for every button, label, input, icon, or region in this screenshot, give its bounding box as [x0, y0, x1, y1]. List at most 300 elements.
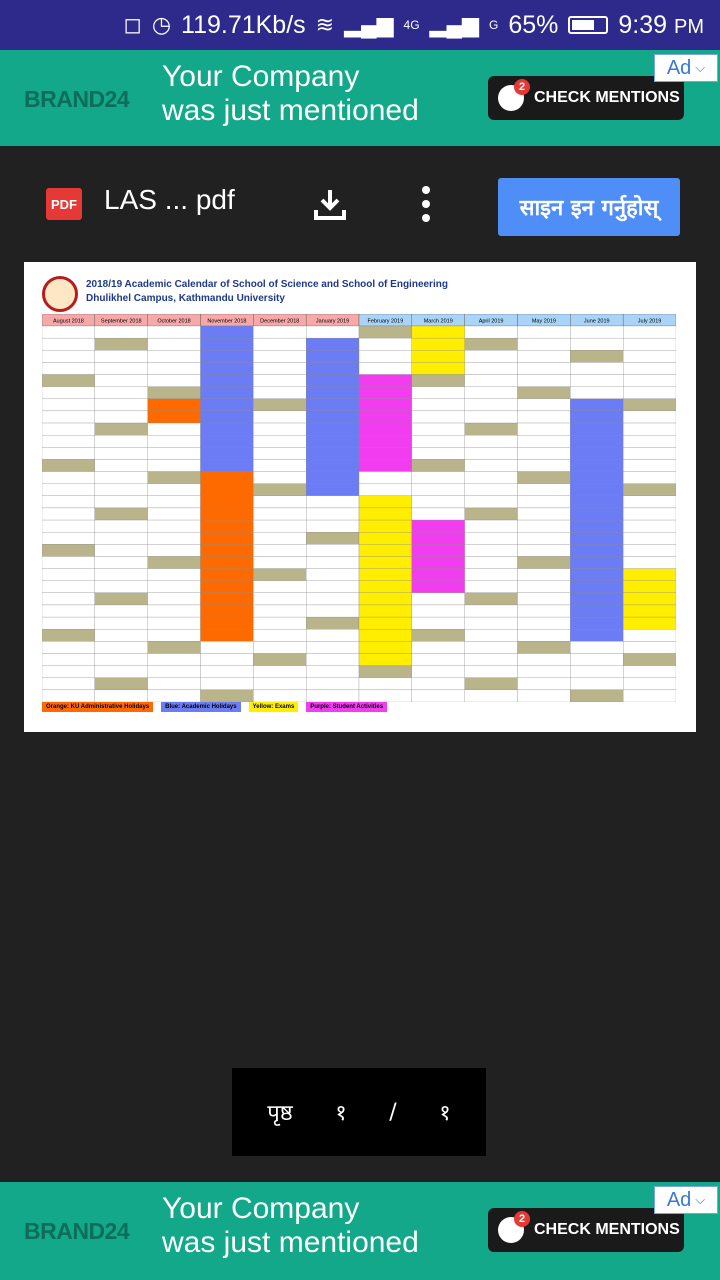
calendar-cell [570, 472, 623, 484]
calendar-cell [201, 411, 254, 423]
calendar-cell [412, 484, 465, 496]
calendar-cell [623, 423, 676, 435]
calendar-cell [95, 472, 148, 484]
calendar-cell [412, 581, 465, 593]
calendar-cell [148, 411, 201, 423]
calendar-cell [465, 556, 518, 568]
network-type-1: 4G [403, 18, 420, 32]
calendar-cell [253, 581, 306, 593]
calendar-cell [518, 375, 571, 387]
calendar-cell [518, 690, 571, 702]
calendar-cell [465, 690, 518, 702]
calendar-cell [201, 496, 254, 508]
calendar-cell [465, 508, 518, 520]
calendar-cell [359, 411, 412, 423]
brand24-logo-icon [498, 1217, 524, 1243]
ad-choices-badge[interactable]: Ad ⌵ [654, 54, 718, 82]
calendar-cell [95, 362, 148, 374]
calendar-cell [412, 496, 465, 508]
calendar-cell [623, 411, 676, 423]
notification-icon: ◻ [123, 12, 142, 37]
calendar-cell [306, 447, 359, 459]
calendar-cell [42, 520, 95, 532]
calendar-cell [95, 350, 148, 362]
calendar-cell [518, 326, 571, 338]
calendar-cell [359, 556, 412, 568]
calendar-cell [623, 581, 676, 593]
calendar-cell [148, 375, 201, 387]
calendar-cell [518, 666, 571, 678]
download-icon[interactable] [312, 186, 348, 222]
calendar-cell [253, 666, 306, 678]
calendar-cell [253, 411, 306, 423]
month-label: January 2019 [315, 318, 350, 325]
legend-item: Purple: Student Activities [306, 702, 387, 712]
pdf-page[interactable] [24, 262, 696, 732]
calendar-cell [412, 338, 465, 350]
ad-banner-top[interactable] [0, 50, 720, 146]
calendar-cell [253, 520, 306, 532]
calendar-cell [570, 678, 623, 690]
ad-choices-badge[interactable]: Ad ⌵ [654, 1186, 718, 1214]
calendar-cell [412, 544, 465, 556]
sign-in-button[interactable]: साइन इन गर्नुहोस् [498, 178, 680, 236]
calendar-cell [412, 435, 465, 447]
calendar-cell [148, 666, 201, 678]
calendar-cell [359, 496, 412, 508]
calendar-cell [95, 447, 148, 459]
calendar-cell [570, 459, 623, 471]
calendar-cell [253, 605, 306, 617]
calendar-cell [465, 678, 518, 690]
calendar-cell [465, 350, 518, 362]
calendar-cell [253, 447, 306, 459]
calendar-cell [253, 435, 306, 447]
calendar-cell [623, 338, 676, 350]
calendar-cell [465, 447, 518, 459]
calendar-cell [518, 472, 571, 484]
page-separator: / [389, 1099, 397, 1125]
calendar-cell [148, 617, 201, 629]
calendar-cell [42, 411, 95, 423]
calendar-cell [306, 484, 359, 496]
calendar-cell [412, 569, 465, 581]
calendar-cell [518, 544, 571, 556]
calendar-cell [570, 532, 623, 544]
calendar-cell [42, 375, 95, 387]
calendar-cell [201, 447, 254, 459]
ad-message: Your Company was just mentioned [162, 60, 419, 127]
calendar-cell [253, 338, 306, 350]
calendar-cell [359, 375, 412, 387]
pdf-file-icon: PDF [46, 188, 82, 220]
calendar-cell [412, 411, 465, 423]
calendar-cell [95, 375, 148, 387]
calendar-cell [623, 484, 676, 496]
calendar-grid [42, 314, 676, 702]
calendar-cell [465, 326, 518, 338]
calendar-cell [95, 338, 148, 350]
calendar-cell [623, 544, 676, 556]
calendar-cell [359, 387, 412, 399]
month-label: October 2018 [157, 318, 191, 325]
month-label: August 2018 [52, 318, 84, 325]
calendar-cell [95, 387, 148, 399]
check-mentions-button[interactable]: 2 CHECK MENTIONS [488, 76, 684, 120]
calendar-cell [148, 508, 201, 520]
more-options-icon[interactable] [420, 186, 432, 222]
calendar-cell [95, 617, 148, 629]
calendar-cell [148, 605, 201, 617]
calendar-cell [42, 605, 95, 617]
calendar-cell [465, 387, 518, 399]
legend [42, 702, 387, 712]
calendar-cell [465, 593, 518, 605]
calendar-cell [359, 544, 412, 556]
calendar-cell [253, 423, 306, 435]
calendar-cell [623, 678, 676, 690]
calendar-cell [623, 326, 676, 338]
calendar-cell [201, 375, 254, 387]
legend-item: Blue: Academic Holidays [161, 702, 240, 712]
calendar-cell [148, 447, 201, 459]
calendar-cell [306, 411, 359, 423]
calendar-cell [570, 581, 623, 593]
page-label: पृष्ठ [267, 1101, 293, 1126]
calendar-cell [570, 387, 623, 399]
calendar-cell [623, 520, 676, 532]
calendar-cell [42, 326, 95, 338]
calendar-cell [42, 350, 95, 362]
calendar-cell [42, 338, 95, 350]
calendar-cell [518, 411, 571, 423]
calendar-cell [306, 690, 359, 702]
calendar-cell [623, 605, 676, 617]
calendar-cell [570, 629, 623, 641]
calendar-cell [95, 593, 148, 605]
calendar-cell [465, 411, 518, 423]
calendar-cell [148, 581, 201, 593]
calendar-cell [570, 666, 623, 678]
calendar-cell [306, 617, 359, 629]
ad-brand: BRAND24 [24, 86, 130, 112]
calendar-cell [623, 350, 676, 362]
calendar-cell [148, 435, 201, 447]
calendar-cell [201, 399, 254, 411]
calendar-cell [465, 375, 518, 387]
calendar-cell [201, 569, 254, 581]
calendar-cell [201, 593, 254, 605]
calendar-cell [359, 678, 412, 690]
calendar-cell [623, 375, 676, 387]
calendar-cell [95, 423, 148, 435]
calendar-cell [306, 459, 359, 471]
calendar-cell [306, 532, 359, 544]
calendar-cell [306, 653, 359, 665]
calendar-cell [148, 362, 201, 374]
calendar-cell [253, 678, 306, 690]
calendar-cell [518, 435, 571, 447]
calendar-cell [42, 593, 95, 605]
calendar-cell [306, 593, 359, 605]
calendar-cell [148, 556, 201, 568]
calendar-cell [518, 520, 571, 532]
calendar-cell [359, 350, 412, 362]
calendar-cell [201, 362, 254, 374]
calendar-cell [518, 569, 571, 581]
wifi-icon: ≋ [315, 12, 335, 37]
calendar-cell [306, 350, 359, 362]
calendar-cell [201, 472, 254, 484]
calendar-cell [201, 653, 254, 665]
calendar-cell [42, 387, 95, 399]
calendar-cell [465, 399, 518, 411]
calendar-cell [306, 423, 359, 435]
calendar-cell [570, 569, 623, 581]
calendar-cell [253, 326, 306, 338]
calendar-cell [95, 326, 148, 338]
legend-item: Orange: KU Administrative Holidays [42, 702, 153, 712]
clock: 9:39 PM [618, 10, 704, 39]
calendar-cell [570, 605, 623, 617]
file-name: LAS ... pdf [104, 184, 235, 215]
calendar-cell [95, 532, 148, 544]
calendar-cell [359, 435, 412, 447]
calendar-cell [306, 569, 359, 581]
calendar-cell [412, 459, 465, 471]
ad-banner-bottom[interactable] [0, 1182, 720, 1280]
calendar-cell [95, 520, 148, 532]
calendar-cell [359, 581, 412, 593]
calendar-cell [359, 532, 412, 544]
calendar-cell [201, 666, 254, 678]
calendar-cell [623, 641, 676, 653]
calendar-cell [95, 556, 148, 568]
calendar-cell [306, 544, 359, 556]
calendar-cell [359, 362, 412, 374]
ad-message: Your Company was just mentioned [162, 1192, 419, 1259]
calendar-cell [465, 362, 518, 374]
calendar-cell [148, 459, 201, 471]
calendar-cell [253, 375, 306, 387]
calendar-cell [570, 496, 623, 508]
calendar-cell [148, 387, 201, 399]
calendar-cell [465, 605, 518, 617]
calendar-cell [623, 472, 676, 484]
calendar-cell [412, 605, 465, 617]
calendar-cell [359, 605, 412, 617]
chevron-down-icon: ⌵ [695, 1192, 706, 1207]
calendar-cell [465, 459, 518, 471]
calendar-cell [570, 399, 623, 411]
calendar-cell [95, 581, 148, 593]
calendar-cell [623, 690, 676, 702]
calendar-cell [359, 690, 412, 702]
calendar-cell [42, 423, 95, 435]
calendar-cell [148, 690, 201, 702]
calendar-cell [570, 375, 623, 387]
calendar-cell [623, 387, 676, 399]
calendar-cell [306, 678, 359, 690]
calendar-cell [201, 387, 254, 399]
calendar-cell [412, 678, 465, 690]
calendar-cell [42, 484, 95, 496]
calendar-cell [95, 435, 148, 447]
calendar-cell [465, 569, 518, 581]
month-label: November 2018 [207, 318, 247, 325]
calendar-cell [95, 508, 148, 520]
calendar-cell [518, 617, 571, 629]
calendar-cell [42, 459, 95, 471]
calendar-cell [306, 435, 359, 447]
calendar-cell [201, 326, 254, 338]
calendar-cell [148, 350, 201, 362]
calendar-cell [42, 435, 95, 447]
calendar-cell [570, 423, 623, 435]
network-speed: 119.71Kb/s [181, 10, 306, 39]
calendar-cell [412, 532, 465, 544]
calendar-cell [570, 508, 623, 520]
calendar-cell [465, 520, 518, 532]
calendar-cell [412, 472, 465, 484]
calendar-cell [42, 399, 95, 411]
calendar-cell [465, 653, 518, 665]
calendar-cell [306, 387, 359, 399]
calendar-cell [148, 338, 201, 350]
calendar-cell [465, 581, 518, 593]
calendar-cell [465, 435, 518, 447]
calendar-cell [359, 326, 412, 338]
signal-4g-icon: ▂▄▆ [344, 12, 394, 37]
university-seal-icon [42, 276, 78, 312]
calendar-cell [412, 653, 465, 665]
calendar-cell [95, 629, 148, 641]
calendar-cell [148, 653, 201, 665]
calendar-cell [359, 569, 412, 581]
calendar-cell [306, 666, 359, 678]
calendar-cell [412, 362, 465, 374]
calendar-cell [412, 593, 465, 605]
battery-level: 65% [508, 10, 559, 39]
calendar-cell [148, 641, 201, 653]
calendar-cell [42, 496, 95, 508]
calendar-cell [253, 399, 306, 411]
calendar-cell [412, 508, 465, 520]
calendar-cell [412, 666, 465, 678]
calendar-cell [306, 641, 359, 653]
calendar-cell [306, 581, 359, 593]
calendar-cell [412, 399, 465, 411]
calendar-cell [148, 399, 201, 411]
calendar-cell [306, 508, 359, 520]
calendar-cell [95, 678, 148, 690]
calendar-cell [253, 653, 306, 665]
month-label: April 2019 [478, 318, 504, 325]
calendar-cell [201, 508, 254, 520]
network-type-2: G [488, 18, 499, 32]
calendar-cell [253, 508, 306, 520]
calendar-cell [42, 532, 95, 544]
calendar-cell [518, 532, 571, 544]
calendar-cell [518, 459, 571, 471]
calendar-cell [253, 459, 306, 471]
calendar-cell [518, 508, 571, 520]
calendar-cell [518, 605, 571, 617]
calendar-cell [570, 593, 623, 605]
month-label: December 2018 [260, 318, 300, 325]
calendar-cell [412, 520, 465, 532]
calendar-cell [253, 472, 306, 484]
calendar-cell [95, 666, 148, 678]
calendar-cell [359, 423, 412, 435]
calendar-cell [42, 617, 95, 629]
month-label: June 2019 [583, 318, 610, 325]
calendar-cell [623, 593, 676, 605]
calendar-cell [518, 581, 571, 593]
calendar-cell [201, 484, 254, 496]
calendar-cell [148, 484, 201, 496]
calendar-cell [95, 411, 148, 423]
calendar-cell [95, 399, 148, 411]
battery-icon [568, 16, 608, 34]
calendar-cell [253, 690, 306, 702]
brand24-logo-icon [498, 85, 524, 111]
calendar-cell [306, 629, 359, 641]
calendar-cell [201, 605, 254, 617]
calendar-cell [201, 350, 254, 362]
calendar-cell [359, 447, 412, 459]
calendar-cell [412, 375, 465, 387]
status-bar [0, 0, 720, 50]
ad-brand: BRAND24 [24, 1218, 130, 1244]
calendar-cell [465, 641, 518, 653]
calendar-cell [359, 399, 412, 411]
calendar-cell [359, 520, 412, 532]
calendar-cell [201, 544, 254, 556]
calendar-cell [623, 666, 676, 678]
calendar-cell [518, 350, 571, 362]
calendar-cell [306, 556, 359, 568]
calendar-cell [570, 617, 623, 629]
calendar-cell [570, 326, 623, 338]
month-label: September 2018 [100, 318, 142, 325]
calendar-cell [42, 569, 95, 581]
calendar-cell [518, 338, 571, 350]
calendar-cell [148, 544, 201, 556]
month-label: July 2019 [637, 318, 662, 325]
calendar-cell [42, 362, 95, 374]
calendar-cell [412, 350, 465, 362]
calendar-cell [570, 411, 623, 423]
calendar-cell [253, 362, 306, 374]
calendar-cell [95, 459, 148, 471]
calendar-cell [623, 532, 676, 544]
calendar-cell [95, 544, 148, 556]
calendar-cell [412, 690, 465, 702]
calendar-cell [253, 617, 306, 629]
calendar-cell [95, 641, 148, 653]
calendar-cell [306, 605, 359, 617]
calendar-cell [95, 690, 148, 702]
calendar-cell [359, 338, 412, 350]
month-label: May 2019 [531, 318, 556, 325]
calendar-cell [253, 629, 306, 641]
calendar-cell [253, 496, 306, 508]
calendar-cell [306, 399, 359, 411]
calendar-cell [518, 678, 571, 690]
check-mentions-button[interactable]: 2 CHECK MENTIONS [488, 1208, 684, 1252]
calendar-cell [201, 690, 254, 702]
